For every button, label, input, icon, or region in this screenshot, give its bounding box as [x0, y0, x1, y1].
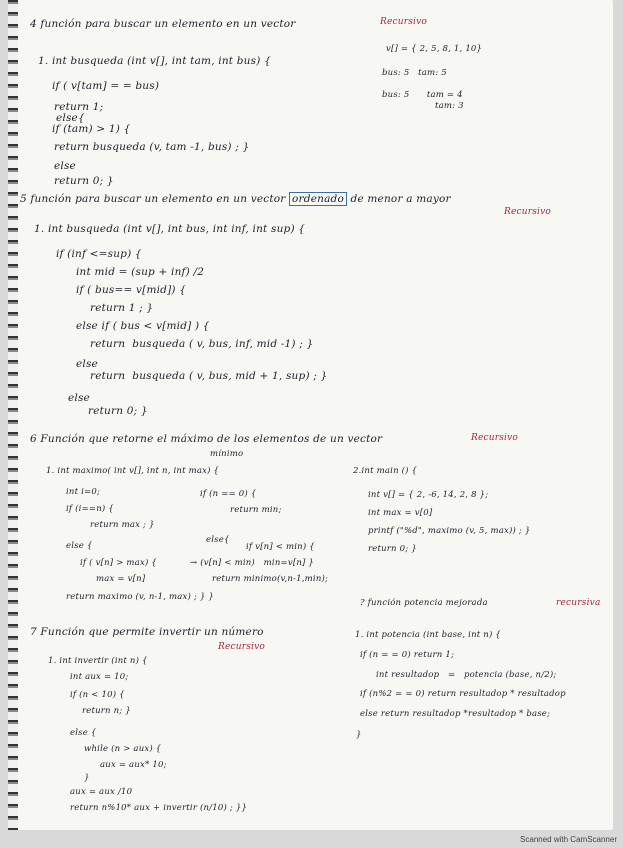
s7-tag: Recursivo: [218, 642, 266, 652]
s7-line: }: [84, 773, 90, 783]
s8-tag: recursiva: [556, 598, 601, 608]
s7-line: 1. int invertir (int n) {: [48, 656, 148, 666]
s5-line: return 0; }: [88, 405, 148, 417]
s6-right-line: 2.int main () {: [353, 466, 418, 476]
s6-right-line: return 0; }: [368, 544, 417, 554]
s4-line: return 0; }: [54, 175, 114, 187]
s8-line: 1. int potencia (int base, int n) {: [355, 630, 501, 640]
s6-tag: Recursivo: [471, 433, 519, 443]
s6-mid-line: if (n == 0) {: [200, 489, 257, 499]
s5-line: if ( bus== v[mid]) {: [76, 284, 187, 296]
spiral-binding: [8, 0, 18, 830]
s6-right-line: int max = v[0]: [368, 508, 433, 518]
s5-line: else: [76, 358, 98, 370]
s6-left-line: int i=0;: [66, 487, 101, 497]
s6-mid-line: return min;: [230, 505, 282, 515]
s6-mid-line: → (v[n] < min) min=v[n] }: [190, 558, 315, 568]
s4-trace: bus: 5 tam = 4: [382, 90, 463, 100]
s6-left-line: else {: [66, 541, 93, 551]
s6-left-line: max = v[n]: [96, 574, 146, 584]
notebook-page: [8, 0, 613, 830]
s7-line: if (n < 10) {: [70, 690, 125, 700]
s4-line: else: [54, 160, 76, 172]
s4-tag: Recursivo: [380, 17, 428, 27]
s4-title: 4 función para buscar un elemento en un vector: [30, 18, 296, 30]
s8-line: }: [356, 730, 362, 740]
s4-line: return 1;: [54, 101, 104, 113]
s4-trace: tam: 3: [435, 101, 464, 111]
s8-line: if (n = = 0) return 1;: [360, 650, 455, 660]
s5-line: return 1 ; }: [90, 302, 154, 314]
s7-line: while (n > aux) {: [84, 744, 162, 754]
s6-mid-line: return minimo(v,n-1,min);: [212, 574, 329, 584]
s5-line: return busqueda ( v, bus, inf, mid -1) ; }: [90, 338, 314, 350]
s5-line: else if ( bus < v[mid] ) {: [76, 320, 210, 332]
s8-title: ? función potencia mejorada: [360, 598, 488, 608]
s6-title: 6 Función que retorne el máximo de los elementos de un vector: [30, 433, 383, 445]
s4-line: else{: [56, 112, 85, 124]
s7-line: else {: [70, 728, 97, 738]
s8-line: if (n%2 = = 0) return resultadop * resultadop: [360, 689, 566, 699]
s6-sub: mínimo: [210, 449, 244, 459]
s6-left-line: return maximo (v, n-1, max) ; } }: [66, 592, 215, 602]
scanner-watermark: Scanned with CamScanner: [520, 835, 617, 844]
s6-left-line: 1. int maximo( int v[], int n, int max) {: [46, 466, 220, 476]
s7-line: int aux = 10;: [70, 672, 129, 682]
s6-mid-line: else{: [206, 535, 230, 545]
s5-title: [20, 193, 451, 205]
s5-line: int mid = (sup + inf) /2: [76, 266, 205, 278]
s6-mid-line: if v[n] < min) {: [246, 542, 315, 552]
s5-title-a: 5 función para buscar un elemento en un vector: [20, 193, 286, 205]
s4-line: 1. int busqueda (int v[], int tam, int bus) {: [38, 55, 271, 67]
s4-line: if ( v[tam] = = bus): [52, 80, 160, 92]
s4-line: return busqueda (v, tam -1, bus) ; }: [54, 141, 250, 153]
s6-left-line: if (i==n) {: [66, 504, 114, 514]
s5-line: 1. int busqueda (int v[], int bus, int inf, int sup) {: [34, 223, 306, 235]
s4-trace: bus: 5 tam: 5: [382, 68, 447, 78]
s6-right-line: int v[] = { 2, -6, 14, 2, 8 };: [368, 490, 489, 500]
s5-title-boxed: ordenado: [289, 192, 347, 206]
s7-line: aux = aux /10: [70, 787, 133, 797]
s6-left-line: return max ; }: [90, 520, 155, 530]
s4-trace: v[] = { 2, 5, 8, 1, 10}: [386, 44, 483, 54]
s7-title: 7 Función que permite invertir un número: [30, 626, 264, 638]
s4-line: if (tam) > 1) {: [52, 123, 131, 135]
s7-line: return n; }: [82, 706, 131, 716]
s7-line: return n%10* aux + invertir (n/10) ; }}: [70, 803, 248, 813]
s8-line: int resultadop = potencia (base, n/2);: [376, 670, 557, 680]
s5-title-b: de menor a mayor: [350, 193, 451, 205]
s7-line: aux = aux* 10;: [100, 760, 167, 770]
s5-line: if (inf <=sup) {: [56, 248, 142, 260]
s5-tag: Recursivo: [504, 207, 552, 217]
s6-left-line: if ( v[n] > max) {: [80, 558, 157, 568]
s5-line: else: [68, 392, 90, 404]
s5-line: return busqueda ( v, bus, mid + 1, sup) ; }: [90, 370, 328, 382]
s8-line: else return resultadop *resultadop * base;: [360, 709, 551, 719]
s6-right-line: printf ("%d", maximo (v, 5, max)) ; }: [368, 526, 531, 536]
